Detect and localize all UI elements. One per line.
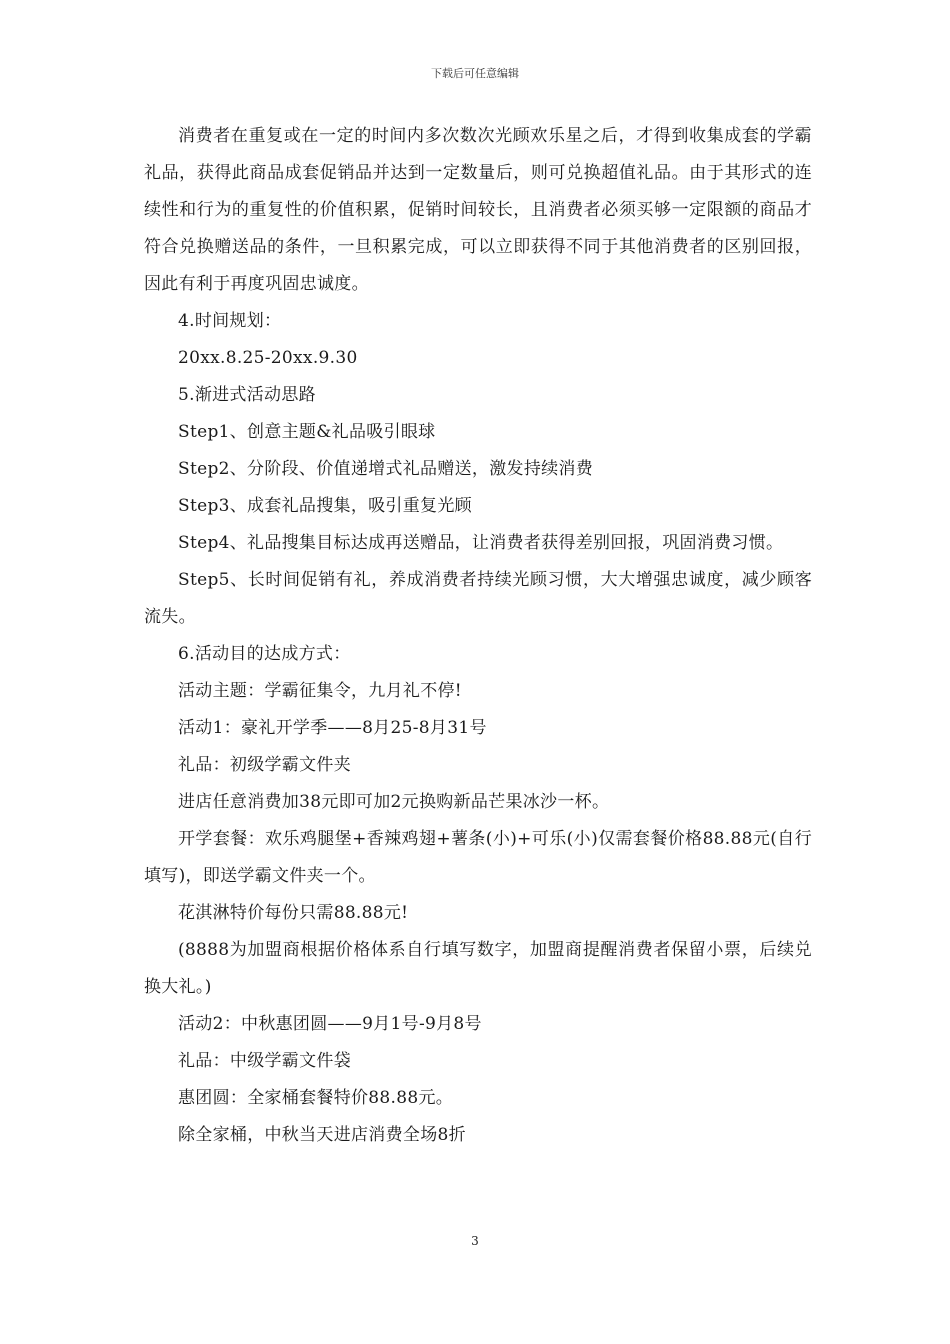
activity-1-note: (8888为加盟商根据价格体系自行填写数字，加盟商提醒消费者保留小票，后续兑换大礼。) (144, 940, 812, 997)
activity-2-offer-family-bucket: 惠团圆：全家桶套餐特价88.88元。 (178, 1088, 454, 1108)
step-2: Step2、分阶段、价值递增式礼品赠送，激发持续消费 (178, 459, 594, 479)
step-4: Step4、礼品搜集目标达成再送赠品，让消费者获得差别回报，巩固消费习惯。 (178, 533, 784, 553)
activity-2-title: 活动2：中秋惠团圆——9月1号-9月8号 (178, 1014, 482, 1034)
section-heading-objectives: 6.活动目的达成方式： (178, 644, 351, 664)
activity-1-gift: 礼品：初级学霸文件夹 (178, 755, 351, 775)
schedule-date-range: 20xx.8.25-20xx.9.30 (178, 348, 358, 368)
campaign-theme: 活动主题：学霸征集令，九月礼不停! (178, 681, 462, 701)
step-5: Step5、长时间促销有礼，养成消费者持续光顾习惯，大大增强忠诚度，减少顾客流失。 (144, 570, 812, 627)
activity-1-offer-icecream: 花淇淋特价每份只需88.88元! (178, 903, 409, 923)
activity-2-offer-discount: 除全家桶，中秋当天进店消费全场8折 (178, 1125, 466, 1145)
step-3: Step3、成套礼品搜集，吸引重复光顾 (178, 496, 472, 516)
section-heading-schedule: 4.时间规划： (178, 311, 282, 331)
activity-1-title: 活动1：豪礼开学季——8月25-8月31号 (178, 718, 487, 738)
document-body (144, 118, 812, 1154)
section-heading-progressive-plan: 5.渐进式活动思路 (178, 385, 316, 405)
activity-2-gift: 礼品：中级学霸文件袋 (178, 1051, 351, 1071)
step-1: Step1、创意主题&礼品吸引眼球 (178, 422, 436, 442)
paragraph-collection-rationale: 消费者在重复或在一定的时间内多次数次光顾欢乐星之后，才得到收集成套的学霸礼品，获得此商品成套促销品并达到一定数量后，则可兑换超值礼品。由于其形式的连续性和行为的重复性的价值积累，促销时间较长，且消费者必须买够一定限额的商品才符合兑换赠送品的条件，一旦积累完成，可以立即获得不同于其他消费者的区别回报，因此有利于再度巩固忠诚度。 (144, 126, 812, 294)
page-header: 下载后可任意编辑 (431, 67, 519, 80)
activity-1-offer-combo: 开学套餐：欢乐鸡腿堡+香辣鸡翅+薯条(小)+可乐(小)仅需套餐价格88.88元(自行填写)，即送学霸文件夹一个。 (144, 829, 812, 886)
activity-1-offer-smoothie: 进店任意消费加38元即可加2元换购新品芒果冰沙一杯。 (178, 792, 610, 812)
page-number: 3 (471, 1234, 479, 1248)
